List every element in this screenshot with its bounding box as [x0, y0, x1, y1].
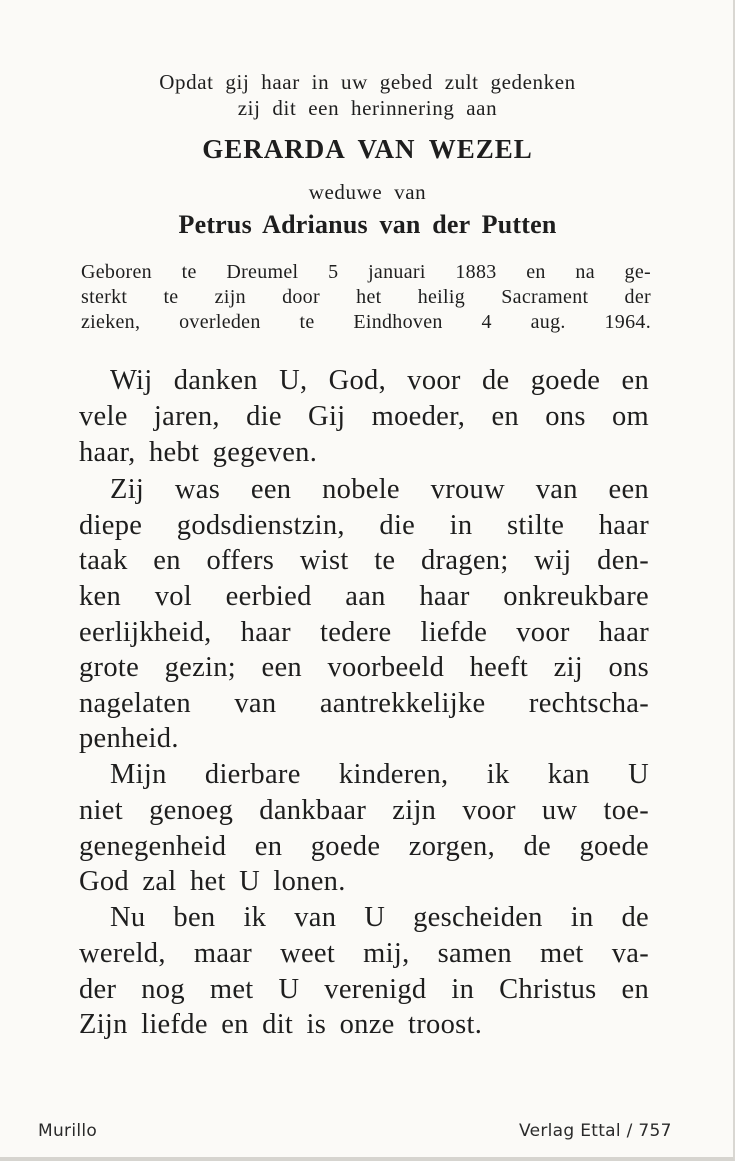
paragraph-2-line-5: eerlijkheid, haar tedere liefde voor haar — [79, 617, 649, 648]
paragraph-4-line-1: Nu ben ik van U gescheiden in de — [110, 902, 649, 933]
paragraph-3-line-3: genegenheid en goede zorgen, de goede — [79, 831, 649, 862]
spouse-name: Petrus Adrianus van der Putten — [178, 210, 557, 239]
paragraph-2-line-2: diepe godsdienstzin, die in stilte haar — [79, 510, 649, 541]
paragraph-3-line-2: niet genoeg dankbaar zijn voor uw toe- — [79, 795, 649, 826]
paragraph-2-line-8: penheid. — [79, 723, 179, 754]
bio-line-2: sterkt te zijn door het heilig Sacrament der — [81, 286, 651, 308]
intro-line-2: zij dit een herinnering aan — [237, 96, 498, 120]
relation-text: weduwe van — [308, 180, 427, 204]
paragraph-2-line-4: ken vol eerbied aan haar onkreukbare — [79, 581, 649, 612]
bio-line-1: Geboren te Dreumel 5 januari 1883 en na ge- — [81, 261, 651, 283]
paragraph-1-line-1: Wij danken U, God, voor de goede en — [110, 365, 649, 396]
footer-publisher: Verlag Ettal / 757 — [519, 1121, 672, 1141]
paragraph-4-line-3: der nog met U verenigd in Christus en — [79, 974, 649, 1005]
paragraph-4-line-2: wereld, maar weet mij, samen met va- — [79, 938, 649, 969]
paragraph-4-line-4: Zijn liefde en dit is onze troost. — [79, 1009, 483, 1040]
paragraph-1-line-3: haar, hebt gegeven. — [79, 437, 318, 468]
paragraph-2-line-1: Zij was een nobele vrouw van een — [110, 474, 649, 505]
paragraph-3-line-1: Mijn dierbare kinderen, ik kan U — [110, 759, 649, 790]
paragraph-3-line-4: God zal het U lonen. — [79, 866, 346, 897]
intro-line-1: Opdat gij haar in uw gebed zult gedenken — [159, 70, 576, 94]
paragraph-2-line-7: nagelaten van aantrekkelijke rechtscha- — [79, 688, 649, 719]
paragraph-2-line-3: taak en offers wist te dragen; wij den- — [79, 545, 649, 576]
paragraph-2-line-6: grote gezin; een voorbeeld heeft zij ons — [79, 652, 649, 683]
bio-line-3: zieken, overleden te Eindhoven 4 aug. 1964. — [81, 311, 651, 333]
paragraph-1-line-2: vele jaren, die Gij moeder, en ons om — [79, 401, 649, 432]
footer-artist: Murillo — [38, 1121, 98, 1141]
deceased-name: GERARDA VAN WEZEL — [202, 134, 533, 164]
